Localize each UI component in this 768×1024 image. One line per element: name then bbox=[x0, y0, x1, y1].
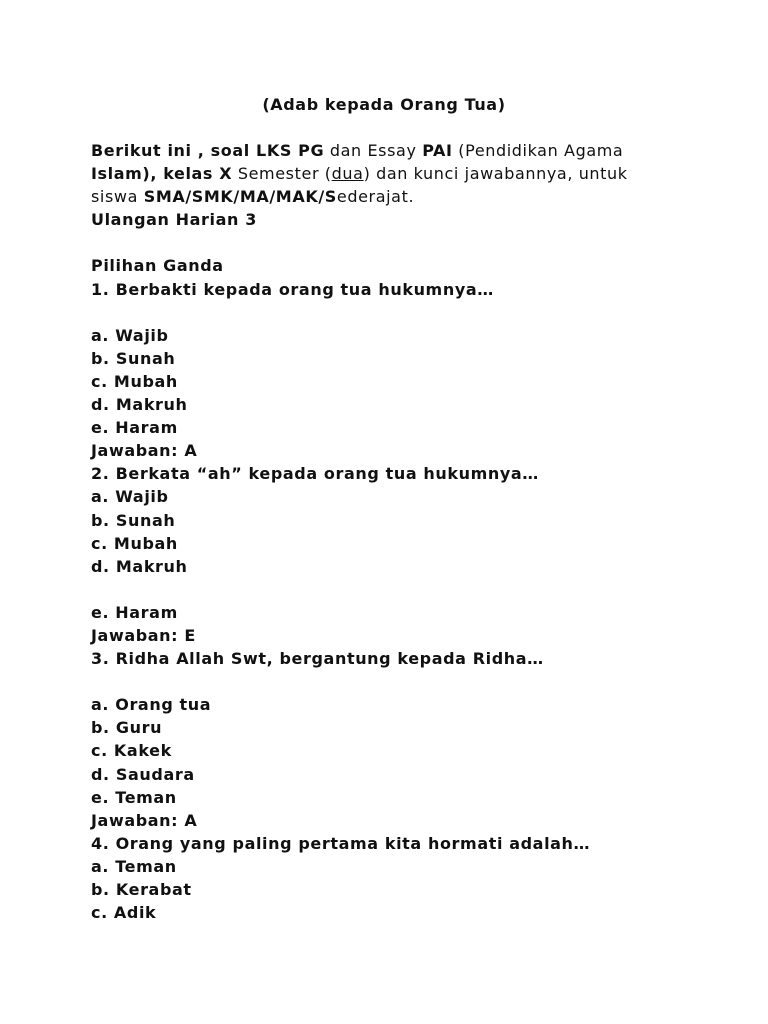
option-item: d. Makruh bbox=[91, 556, 188, 576]
spacer bbox=[91, 578, 691, 601]
intro-line-2 bbox=[91, 162, 691, 185]
intro-text: ) dan kunci jawabannya, untuk bbox=[363, 164, 628, 184]
option-item: e. Haram bbox=[91, 602, 178, 622]
option-item: e. Haram bbox=[91, 418, 178, 438]
intro-paragraph bbox=[91, 139, 691, 231]
option-item: b. Sunah bbox=[91, 510, 176, 530]
question-text: 4. Orang yang paling pertama kita hormati adalah… bbox=[91, 833, 591, 853]
document-title: (Adab kepada Orang Tua) bbox=[262, 95, 506, 114]
option-item: a. Orang tua bbox=[91, 695, 212, 715]
intro-strong-text: SMA/SMK/MA/MAK/S bbox=[143, 187, 337, 207]
option-item: e. Teman bbox=[91, 787, 177, 807]
option-item: c. Mubah bbox=[91, 371, 178, 391]
intro-text: (Pendidikan Agama bbox=[452, 141, 624, 160]
intro-underlined-text: dua bbox=[331, 164, 364, 184]
option-item: a. Wajib bbox=[91, 487, 169, 507]
option-item: d. Makruh bbox=[91, 395, 188, 415]
answer-key: Jawaban: E bbox=[91, 625, 196, 645]
intro-line-1 bbox=[91, 139, 691, 162]
spacer bbox=[91, 670, 691, 693]
intro-text: ederajat. bbox=[336, 187, 415, 207]
spacer bbox=[91, 231, 691, 254]
option-item: c. Mubah bbox=[91, 533, 178, 553]
intro-text: dan Essay bbox=[324, 141, 423, 160]
intro-text: Semester ( bbox=[232, 164, 332, 184]
option-item: c. Kakek bbox=[91, 741, 172, 761]
intro-strong-text: LKS PG bbox=[256, 141, 325, 160]
question-text: 3. Ridha Allah Swt, bergantung kepada Ridha… bbox=[91, 649, 544, 669]
question-text: 2. Berkata “ah” kepada orang tua hukumnya… bbox=[91, 464, 539, 484]
answer-key: Jawaban: A bbox=[91, 441, 198, 461]
intro-text: siswa bbox=[91, 187, 144, 207]
question-list bbox=[91, 278, 691, 925]
intro-text: Islam), kelas bbox=[91, 164, 220, 184]
section-heading: Pilihan Ganda bbox=[91, 256, 224, 276]
option-item: d. Saudara bbox=[91, 764, 195, 784]
option-item: b. Kerabat bbox=[91, 880, 192, 899]
answer-key: Jawaban: A bbox=[91, 810, 198, 830]
option-item: c. Adik bbox=[91, 903, 157, 923]
intro-strong-text: PAI bbox=[422, 141, 453, 160]
option-item: b. Sunah bbox=[91, 348, 176, 368]
option-item: a. Wajib bbox=[91, 325, 169, 345]
option-item: b. Guru bbox=[91, 718, 163, 738]
intro-line-4: Ulangan Harian 3 bbox=[91, 210, 257, 230]
intro-line-3 bbox=[91, 185, 691, 208]
intro-text: Berikut ini , soal bbox=[91, 141, 257, 160]
document-content bbox=[91, 139, 691, 924]
intro-strong-text: X bbox=[219, 164, 233, 184]
spacer bbox=[91, 301, 691, 324]
question-text: 1. Berbakti kepada orang tua hukumnya… bbox=[91, 279, 494, 299]
option-item: a. Teman bbox=[91, 856, 177, 876]
